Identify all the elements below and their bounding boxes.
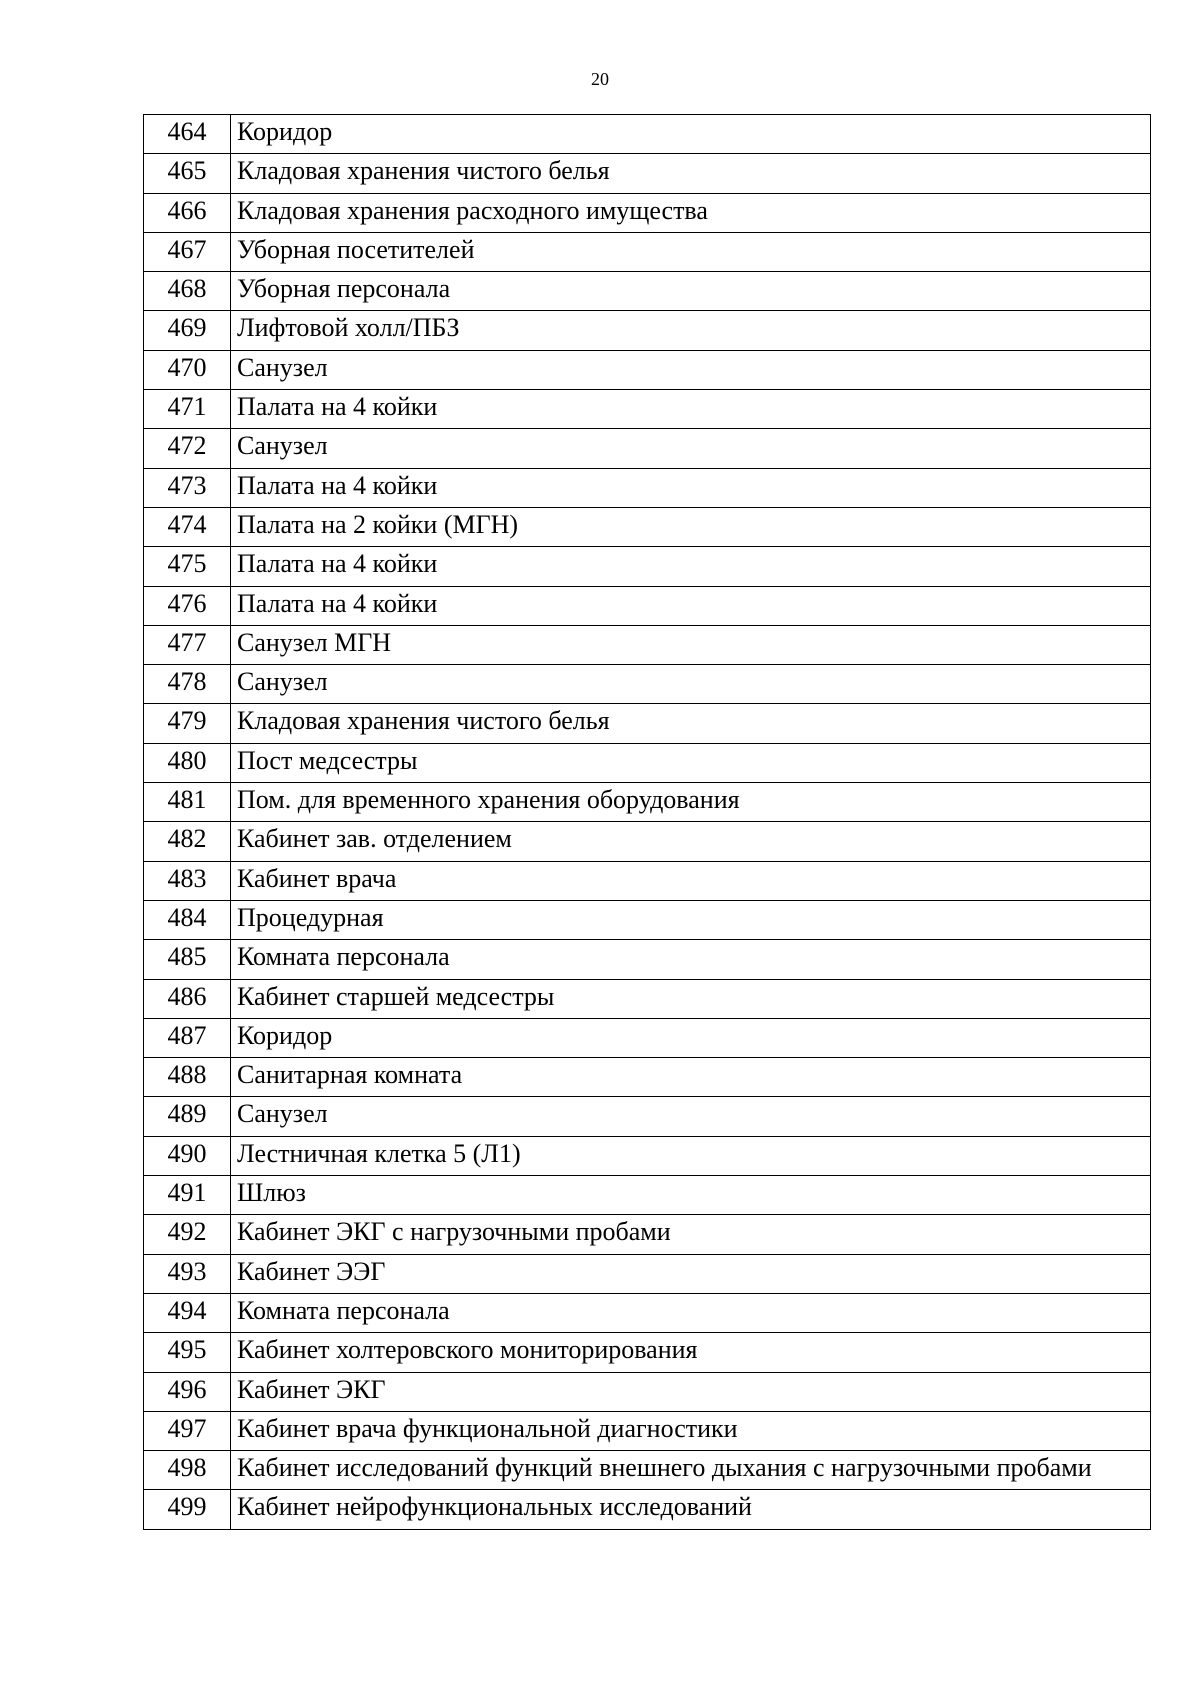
- room-name-cell: Кабинет нейрофункциональных исследований: [231, 1490, 1151, 1529]
- room-name-cell: Санузел: [231, 350, 1151, 389]
- room-name-cell: Палата на 4 койки: [231, 468, 1151, 507]
- room-name-cell: Палата на 2 койки (МГН): [231, 507, 1151, 546]
- room-name-cell: Кабинет ЭЭГ: [231, 1254, 1151, 1293]
- room-number-cell: 476: [144, 586, 231, 625]
- room-name-cell: Кабинет врача: [231, 861, 1151, 900]
- page-number: 20: [591, 69, 609, 89]
- room-number-cell: 483: [144, 861, 231, 900]
- table-row: [144, 822, 1151, 861]
- room-name-cell: Кабинет ЭКГ: [231, 1372, 1151, 1411]
- room-name-cell: Уборная посетителей: [231, 232, 1151, 271]
- table-row: [144, 1136, 1151, 1175]
- room-number-cell: 475: [144, 547, 231, 586]
- room-name-cell: Комната персонала: [231, 1293, 1151, 1332]
- room-number-cell: 486: [144, 979, 231, 1018]
- room-number-cell: 470: [144, 350, 231, 389]
- table-row: [144, 1411, 1151, 1450]
- table-row: [144, 1097, 1151, 1136]
- room-number-cell: 491: [144, 1176, 231, 1215]
- table-row: [144, 900, 1151, 939]
- room-number-cell: 477: [144, 625, 231, 664]
- room-number-cell: 485: [144, 940, 231, 979]
- room-name-cell: Пост медсестры: [231, 743, 1151, 782]
- table-row: [144, 743, 1151, 782]
- room-number-cell: 492: [144, 1215, 231, 1254]
- room-number-cell: 471: [144, 390, 231, 429]
- room-name-cell: Лестничная клетка 5 (Л1): [231, 1136, 1151, 1175]
- table-row: [144, 193, 1151, 232]
- table-row: [144, 154, 1151, 193]
- room-name-cell: Кабинет холтеровского мониторирования: [231, 1333, 1151, 1372]
- room-number-cell: 487: [144, 1018, 231, 1057]
- table-row: [144, 1490, 1151, 1529]
- room-number-cell: 493: [144, 1254, 231, 1293]
- table-row: [144, 625, 1151, 664]
- room-number-cell: 480: [144, 743, 231, 782]
- rooms-table: [143, 114, 1151, 1530]
- room-number-cell: 499: [144, 1490, 231, 1529]
- room-number-cell: 497: [144, 1411, 231, 1450]
- room-name-cell: Палата на 4 койки: [231, 390, 1151, 429]
- room-name-cell: Лифтовой холл/ПБЗ: [231, 311, 1151, 350]
- table-row: [144, 1215, 1151, 1254]
- room-name-cell: Кладовая хранения расходного имущества: [231, 193, 1151, 232]
- room-name-cell: Санузел: [231, 429, 1151, 468]
- table-row: [144, 979, 1151, 1018]
- room-number-cell: 484: [144, 900, 231, 939]
- room-number-cell: 464: [144, 115, 231, 154]
- room-number-cell: 489: [144, 1097, 231, 1136]
- table-row: [144, 272, 1151, 311]
- room-number-cell: 467: [144, 232, 231, 271]
- room-number-cell: 481: [144, 783, 231, 822]
- table-row: [144, 547, 1151, 586]
- table-row: [144, 311, 1151, 350]
- room-name-cell: Коридор: [231, 115, 1151, 154]
- room-number-cell: 479: [144, 704, 231, 743]
- room-number-cell: 482: [144, 822, 231, 861]
- table-row: [144, 390, 1151, 429]
- table-row: [144, 940, 1151, 979]
- room-name-cell: Кладовая хранения чистого белья: [231, 704, 1151, 743]
- room-number-cell: 498: [144, 1451, 231, 1490]
- table-row: [144, 1451, 1151, 1490]
- table-row: [144, 1254, 1151, 1293]
- room-name-cell: Кладовая хранения чистого белья: [231, 154, 1151, 193]
- table-row: [144, 665, 1151, 704]
- rooms-table-body: [144, 115, 1151, 1530]
- table-row: [144, 429, 1151, 468]
- room-number-cell: 490: [144, 1136, 231, 1175]
- room-number-cell: 468: [144, 272, 231, 311]
- table-row: [144, 1176, 1151, 1215]
- room-name-cell: Шлюз: [231, 1176, 1151, 1215]
- table-row: [144, 115, 1151, 154]
- room-number-cell: 478: [144, 665, 231, 704]
- room-name-cell: Комната персонала: [231, 940, 1151, 979]
- table-row: [144, 1333, 1151, 1372]
- room-name-cell: Уборная персонала: [231, 272, 1151, 311]
- room-name-cell: Процедурная: [231, 900, 1151, 939]
- room-number-cell: 472: [144, 429, 231, 468]
- room-name-cell: Санузел: [231, 665, 1151, 704]
- table-row: [144, 586, 1151, 625]
- table-row: [144, 507, 1151, 546]
- room-name-cell: Санитарная комната: [231, 1058, 1151, 1097]
- room-number-cell: 466: [144, 193, 231, 232]
- room-number-cell: 494: [144, 1293, 231, 1332]
- room-name-cell: Кабинет зав. отделением: [231, 822, 1151, 861]
- room-number-cell: 465: [144, 154, 231, 193]
- table-row: [144, 783, 1151, 822]
- room-number-cell: 496: [144, 1372, 231, 1411]
- room-name-cell: Кабинет исследований функций внешнего дыхания с нагрузочными пробами: [231, 1451, 1151, 1490]
- table-row: [144, 1293, 1151, 1332]
- table-row: [144, 468, 1151, 507]
- table-row: [144, 861, 1151, 900]
- room-name-cell: Палата на 4 койки: [231, 547, 1151, 586]
- room-number-cell: 473: [144, 468, 231, 507]
- table-row: [144, 1058, 1151, 1097]
- room-number-cell: 469: [144, 311, 231, 350]
- room-name-cell: Санузел МГН: [231, 625, 1151, 664]
- table-row: [144, 704, 1151, 743]
- table-row: [144, 1018, 1151, 1057]
- room-name-cell: Коридор: [231, 1018, 1151, 1057]
- room-number-cell: 495: [144, 1333, 231, 1372]
- table-row: [144, 1372, 1151, 1411]
- table-row: [144, 232, 1151, 271]
- table-row: [144, 350, 1151, 389]
- room-name-cell: Палата на 4 койки: [231, 586, 1151, 625]
- room-name-cell: Кабинет ЭКГ с нагрузочными пробами: [231, 1215, 1151, 1254]
- room-number-cell: 474: [144, 507, 231, 546]
- room-number-cell: 488: [144, 1058, 231, 1097]
- room-name-cell: Кабинет старшей медсестры: [231, 979, 1151, 1018]
- room-name-cell: Кабинет врача функциональной диагностики: [231, 1411, 1151, 1450]
- room-name-cell: Пом. для временного хранения оборудования: [231, 783, 1151, 822]
- room-name-cell: Санузел: [231, 1097, 1151, 1136]
